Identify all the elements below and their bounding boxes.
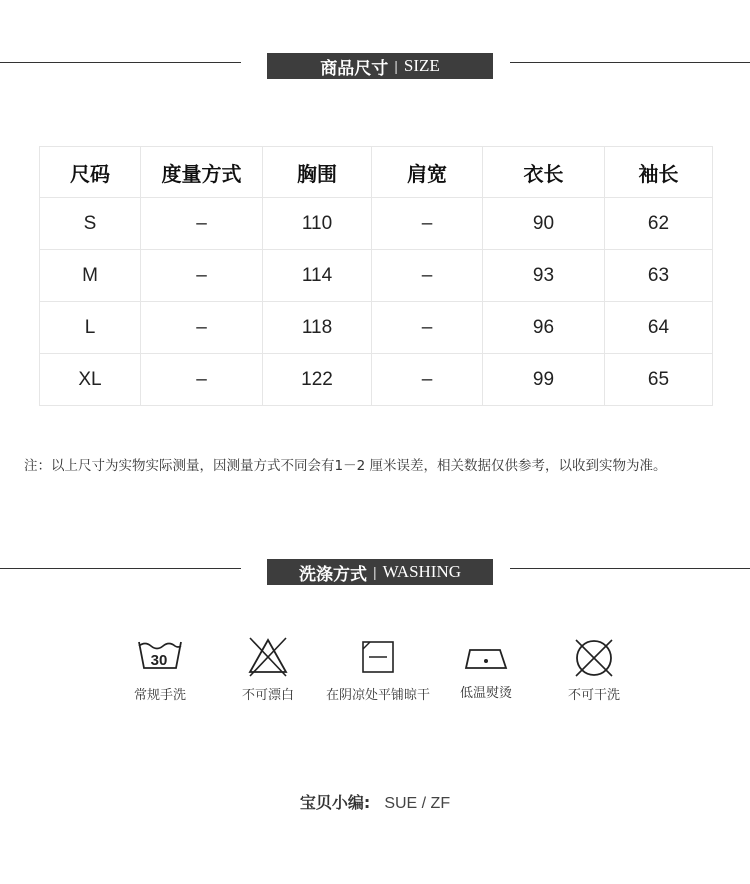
editor-value: SUE / ZF: [384, 795, 451, 812]
washing-header-left-line: [0, 568, 241, 569]
wash-item-no-dry-clean: [534, 636, 654, 703]
wash-label: 常规手洗: [133, 688, 186, 703]
cell-chest: 122: [263, 354, 372, 406]
cell-measure: –: [141, 302, 263, 354]
svg-text:30: 30: [150, 652, 168, 669]
washing-section-title-en: WASHING: [382, 562, 462, 581]
header-shoulder: 肩宽: [372, 147, 483, 198]
cell-size: XL: [40, 354, 141, 406]
cell-sleeve: 62: [605, 198, 713, 250]
header-size: 尺码: [40, 147, 141, 198]
header-length: 衣长: [483, 147, 605, 198]
table-row: [40, 198, 713, 250]
cell-length: 90: [483, 198, 605, 250]
cell-measure: –: [141, 198, 263, 250]
header-sleeve: 袖长: [605, 147, 713, 198]
cell-size: M: [40, 250, 141, 302]
cell-shoulder: –: [372, 198, 483, 250]
table-row: [40, 354, 713, 406]
cell-sleeve: 65: [605, 354, 713, 406]
wash-label: 不可干洗: [567, 688, 620, 703]
cell-sleeve: 63: [605, 250, 713, 302]
wash-item-dry-flat-shade: [318, 640, 438, 703]
washing-section-separator: |: [372, 564, 377, 580]
cell-measure: –: [141, 250, 263, 302]
washing-header-right-line: [510, 568, 750, 569]
size-section-separator: |: [394, 58, 398, 74]
size-note: 注：以上尺寸为实物实际测量，因测量方式不同会有1－2 厘米误差，相关数据仅供参考，以收到实物为准。: [24, 458, 667, 474]
cell-size: S: [40, 198, 141, 250]
size-table-header-row: [40, 147, 713, 198]
cell-length: 93: [483, 250, 605, 302]
wash-label: 不可漂白: [241, 688, 294, 703]
washing-section-banner: [267, 559, 493, 585]
header-chest: 胸围: [263, 147, 372, 198]
cell-chest: 118: [263, 302, 372, 354]
size-header-left-line: [0, 62, 241, 63]
cell-shoulder: –: [372, 250, 483, 302]
wash-item-hand-wash: [100, 638, 220, 703]
size-table: [39, 146, 713, 406]
hand-wash-30-icon: [100, 638, 220, 674]
editor-credit: [0, 790, 750, 813]
no-bleach-icon: [208, 636, 328, 678]
wash-label: 低温熨烫: [459, 686, 512, 701]
no-dry-clean-icon: [534, 636, 654, 680]
header-measure-method: 度量方式: [141, 147, 263, 198]
dry-flat-shade-icon: [318, 640, 438, 674]
size-section-title-cn: 商品尺寸: [320, 58, 389, 79]
size-section-banner: [267, 53, 493, 79]
size-section-title-en: SIZE: [403, 56, 440, 75]
wash-label: 在阴凉处平铺晾干: [325, 688, 430, 703]
wash-item-low-iron: [426, 644, 546, 701]
cell-shoulder: –: [372, 302, 483, 354]
cell-length: 96: [483, 302, 605, 354]
cell-shoulder: –: [372, 354, 483, 406]
cell-size: L: [40, 302, 141, 354]
low-iron-icon: [426, 644, 546, 672]
wash-item-no-bleach: [208, 636, 328, 703]
washing-section-title-cn: 洗涤方式: [298, 564, 367, 585]
cell-chest: 114: [263, 250, 372, 302]
size-header-right-line: [510, 62, 750, 63]
cell-length: 99: [483, 354, 605, 406]
editor-label: 宝贝小编:: [299, 793, 371, 812]
cell-chest: 110: [263, 198, 372, 250]
table-row: [40, 302, 713, 354]
cell-sleeve: 64: [605, 302, 713, 354]
cell-measure: –: [141, 354, 263, 406]
table-row: [40, 250, 713, 302]
